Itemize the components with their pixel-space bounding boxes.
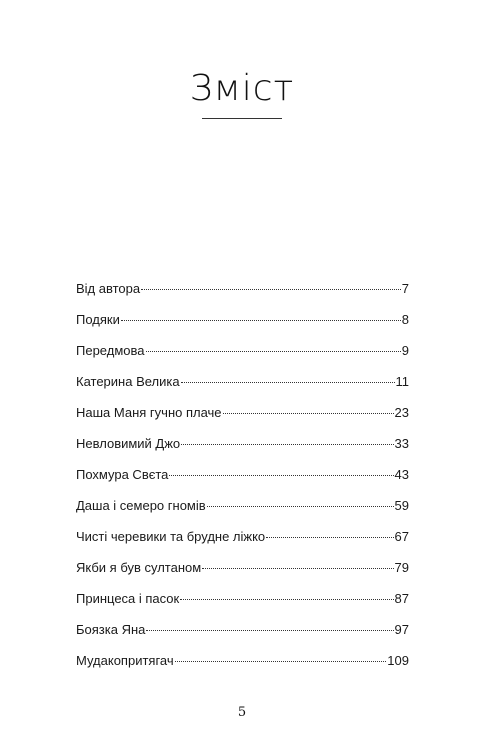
toc-entry-page: 11 <box>395 374 409 389</box>
toc-entry-title: Якби я був султаном <box>76 560 202 575</box>
toc-entry[interactable] <box>76 526 409 557</box>
toc-entry-title: Похмура Свєта <box>76 467 169 482</box>
toc-entry-title: Боязка Яна <box>76 622 146 637</box>
toc-entry-page: 59 <box>394 498 409 513</box>
toc-entry[interactable] <box>76 557 409 588</box>
toc-dot-leader <box>207 506 394 507</box>
toc-dot-leader <box>175 661 387 662</box>
toc-entry-page: 23 <box>394 405 409 420</box>
toc-entry[interactable] <box>76 278 409 309</box>
toc-entry-page: 97 <box>394 622 409 637</box>
toc-entry-title: Невловимий Джо <box>76 436 181 451</box>
page-title: Зміст <box>189 68 295 109</box>
toc-entry-page: 8 <box>401 312 409 327</box>
toc-entry[interactable] <box>76 495 409 526</box>
toc-entry-title: Даша і семеро гномів <box>76 498 206 513</box>
toc-entry-page: 9 <box>401 343 409 358</box>
toc-dot-leader <box>169 475 393 476</box>
toc-dot-leader <box>202 568 393 569</box>
toc-entry[interactable] <box>76 619 409 650</box>
toc-dot-leader <box>146 630 393 631</box>
toc-dot-leader <box>223 413 394 414</box>
toc-entry-title: Подяки <box>76 312 120 327</box>
toc-entry-title: Мудакопритягач <box>76 653 174 668</box>
toc-entry-page: 79 <box>394 560 409 575</box>
toc-entry[interactable] <box>76 464 409 495</box>
toc-entry-title: Чисті черевики та брудне ліжко <box>76 529 266 544</box>
toc-dot-leader <box>121 320 401 321</box>
toc-entry-page: 33 <box>394 436 409 451</box>
toc-entry[interactable] <box>76 650 409 681</box>
title-divider <box>202 118 282 119</box>
toc-entry-title: Від автора <box>76 281 141 296</box>
toc-entry[interactable] <box>76 433 409 464</box>
table-of-contents <box>76 278 409 681</box>
toc-entry[interactable] <box>76 402 409 433</box>
toc-entry-page: 109 <box>387 653 409 668</box>
toc-entry[interactable] <box>76 371 409 402</box>
toc-entry-page: 67 <box>394 529 409 544</box>
toc-entry[interactable] <box>76 588 409 619</box>
toc-dot-leader <box>146 351 401 352</box>
toc-dot-leader <box>181 382 395 383</box>
toc-entry-page: 87 <box>394 591 409 606</box>
toc-dot-leader <box>141 289 401 290</box>
toc-dot-leader <box>266 537 393 538</box>
toc-entry-title: Принцеса і пасок <box>76 591 180 606</box>
toc-entry[interactable] <box>76 340 409 371</box>
toc-dot-leader <box>180 599 393 600</box>
toc-entry[interactable] <box>76 309 409 340</box>
toc-entry-page: 7 <box>401 281 409 296</box>
toc-entry-title: Передмова <box>76 343 145 358</box>
toc-entry-title: Наша Маня гучно плаче <box>76 405 222 420</box>
toc-entry-page: 43 <box>394 467 409 482</box>
page-number: 5 <box>237 705 247 720</box>
toc-dot-leader <box>181 444 393 445</box>
toc-entry-title: Катерина Велика <box>76 374 180 389</box>
